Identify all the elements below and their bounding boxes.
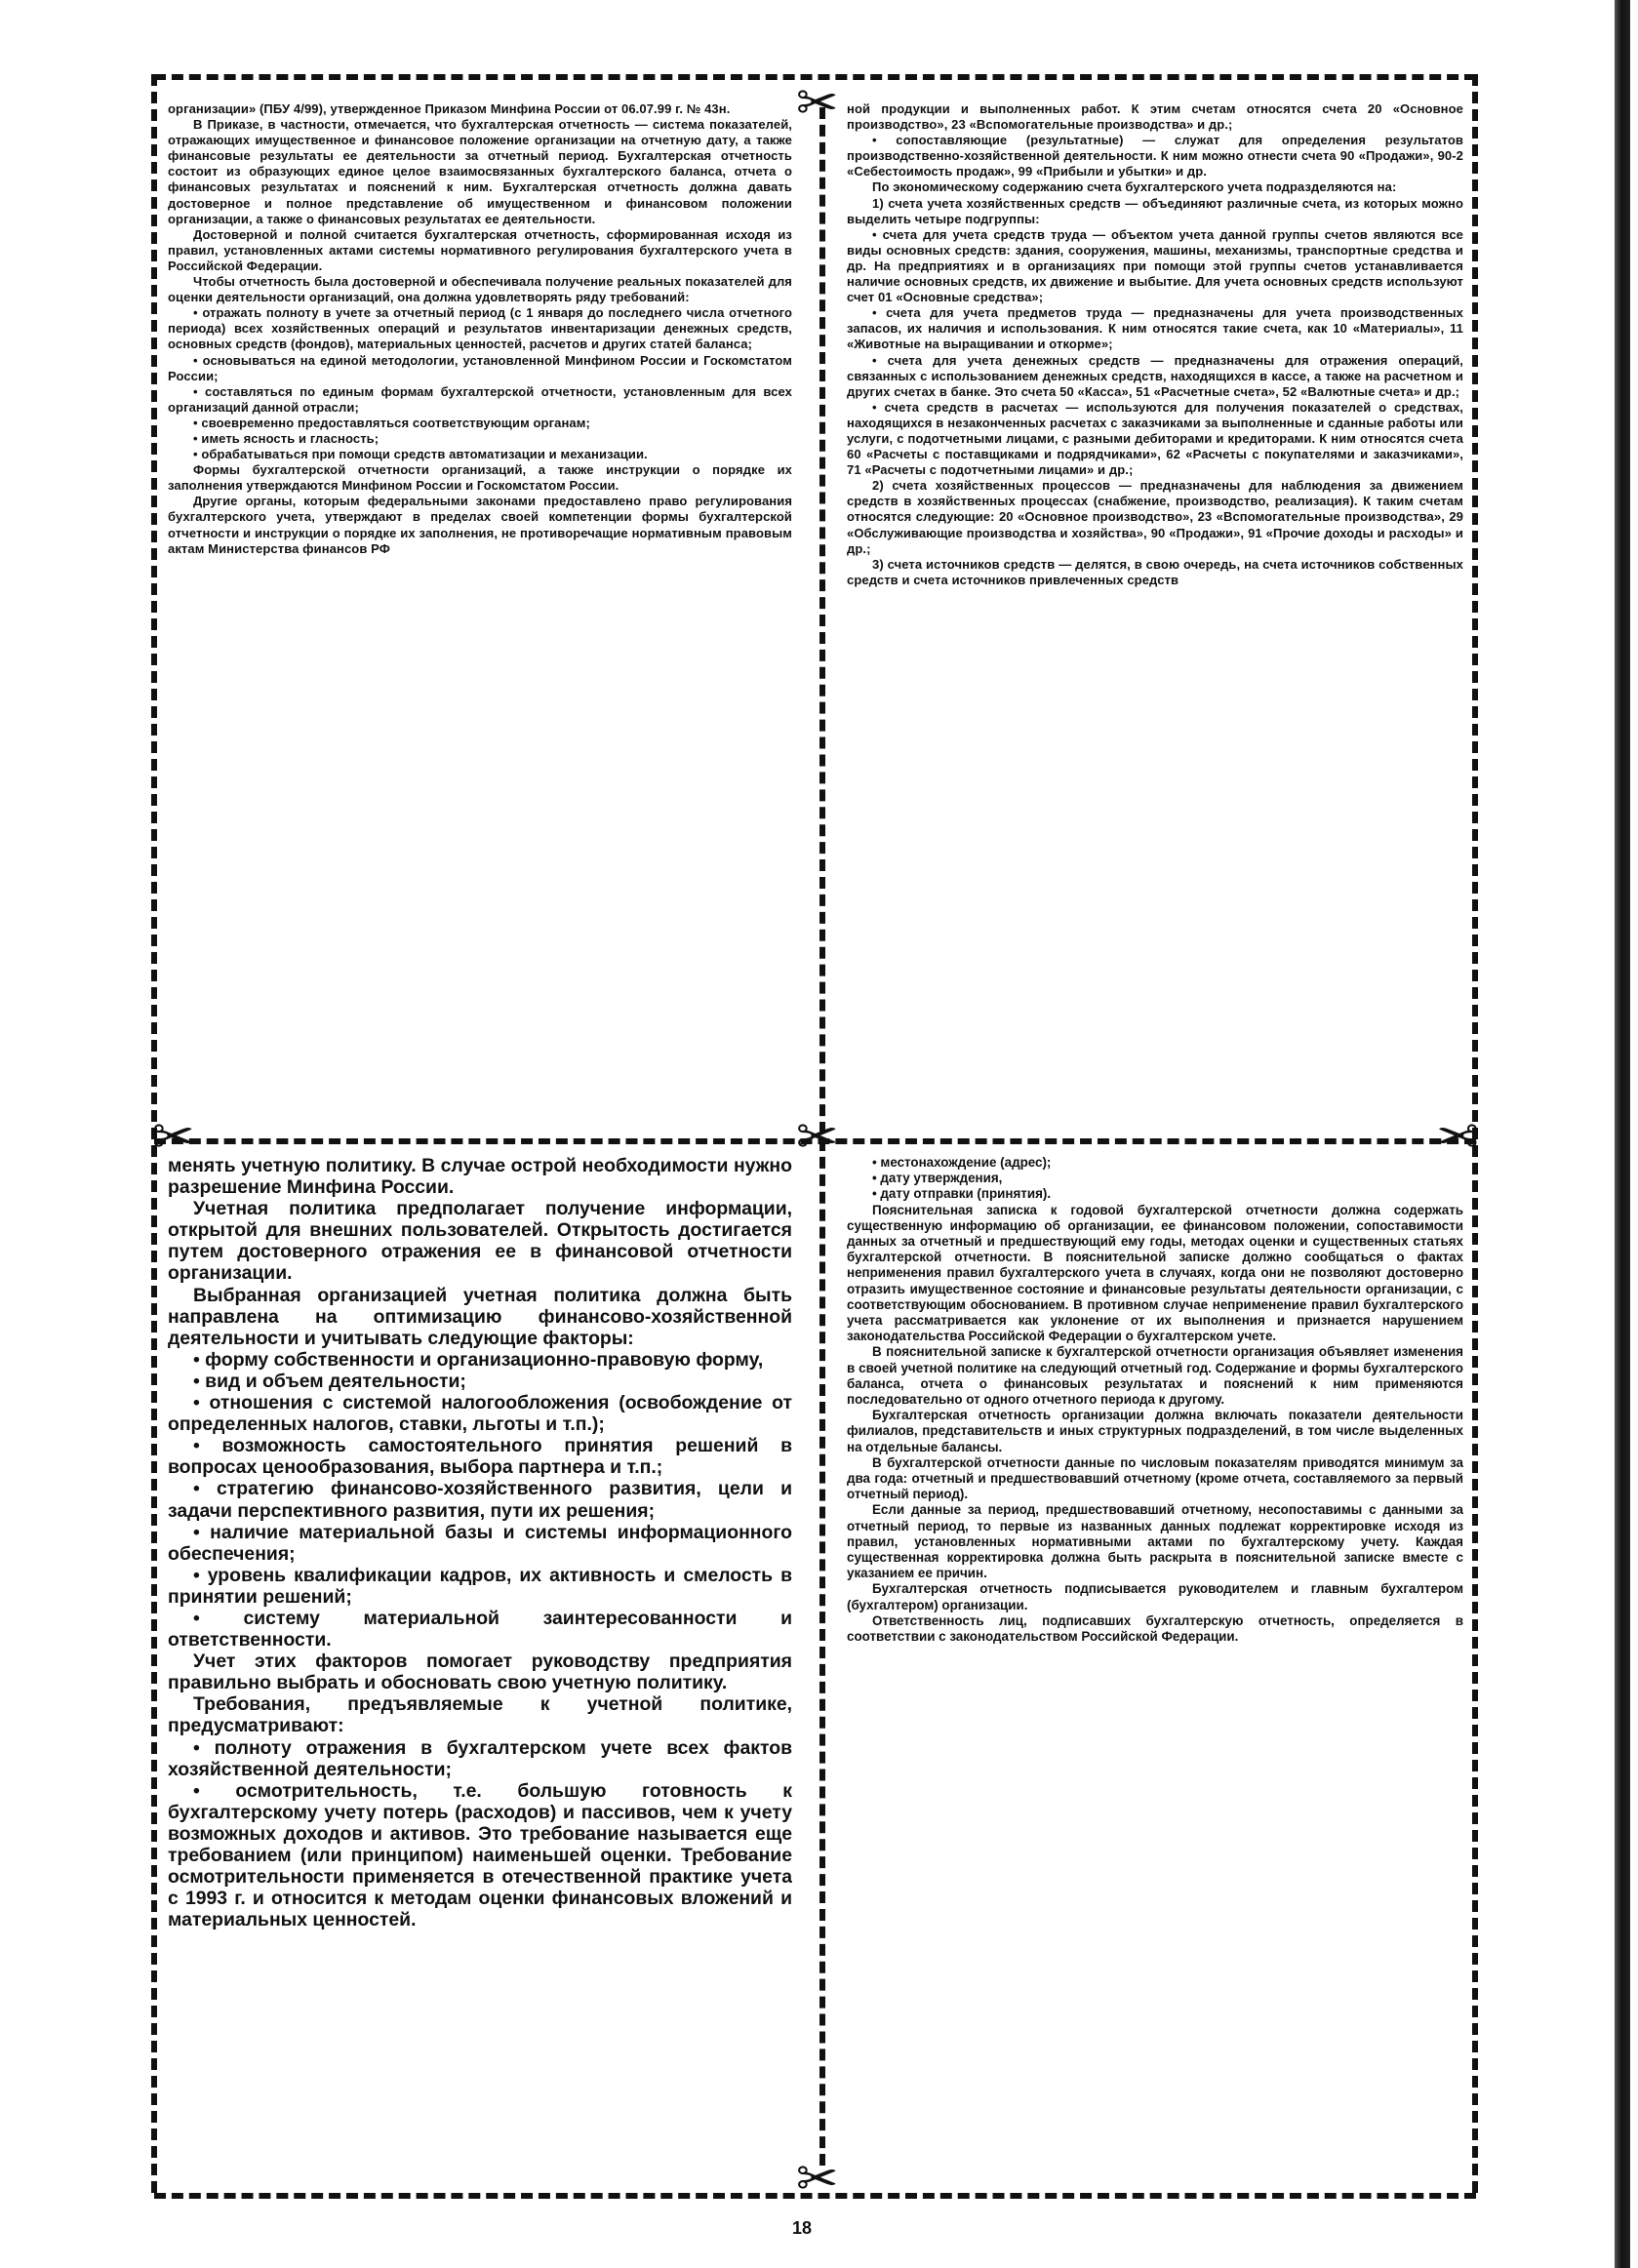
list-item: • составляться по единым формам бухгалтерской отчетности, установленным для всех организаций данной отрасли; <box>168 383 792 415</box>
paragraph: организации» (ПБУ 4/99), утвержденное Приказом Минфина России от 06.07.99 г. № 43н. <box>168 101 731 116</box>
scan-edge <box>1615 0 1630 2268</box>
column-top-right <box>847 101 1463 1106</box>
paragraph: Бухгалтерская отчетность организации должна включать показатели деятельности филиалов, представительств и иных структурных подразделений, в том числе выделенных на отдельные балансы. <box>847 1408 1463 1454</box>
paragraph: ной продукции и выполненных работ. К этим счетам относятся счета 20 «Основное производство», 23 «Вспомогательные производства» и др.; <box>847 101 1463 133</box>
list-item: • обрабатываться при помощи средств автоматизации и механизации. <box>193 447 648 462</box>
list-item: 3) счета источников средств — делятся, в свою очередь, на счета источников собственных средств и счета источников привлеченных средств <box>847 556 1463 587</box>
list-item: • вид и объем деятельности; <box>193 1370 466 1392</box>
list-item: • иметь ясность и гласность; <box>193 430 380 446</box>
column-bottom-right <box>847 1155 1463 2169</box>
scissors-icon: ✂ <box>152 1108 195 1167</box>
list-item: • осмотрительность, т.е. большую готовность к бухгалтерскому учету потерь (расходов) и пассивов, чем к учету возможных доходов и активов. Это требование называется еще требованием (или принципом) наименьшей оценки. Требование осмотрительности применяется в отечественной практике учета с 1993 г. и относится к методам оценки финансовых вложений и материальных ценностей. <box>168 1779 792 1931</box>
list-item: • отношения с системой налогообложения (освобождение от определенных налогов, ставки, льготы и т.п.); <box>168 1392 792 1436</box>
paragraph: По экономическому содержанию счета бухгалтерского учета подразделяются на: <box>872 179 1397 195</box>
paragraph: Пояснительная записка к годовой бухгалтерской отчетности должна содержать существенную информацию об организации, ее финансовом положении, сопоставимости данных за отчетный и предшествующий ему годы, методах оценки и существенных статьях бухгалтерской отчетности. В пояснительной записке должно сообщаться о фактах неприменения правил бухгалтерского учета в случаях, когда они не позволяют достоверно отразить имущественное состояние и финансовые результаты деятельности организации, с соответствующим обоснованием. В противном случае неприменение правил бухгалтерского учета рассматривается как уклонение от их выполнения и признается нарушением законодательства Российской Федерации о бухгалтерском учете. <box>847 1202 1463 1344</box>
list-item: • сопоставляющие (результатные) — служат для определения результатов производственно-хозяйственной деятельности. К ним можно отнести счета 90 «Продажи», 90-2 «Себестоимость продаж», 99 «Прибыли и убытки» и др. <box>847 133 1463 179</box>
list-item: • полноту отражения в бухгалтерском учете всех фактов хозяйственной деятельности; <box>168 1736 792 1780</box>
list-item: • дату утверждения, <box>872 1171 1003 1186</box>
paragraph: Формы бухгалтерской отчетности организаций, а также инструкции о порядке их заполнения утверждаются Минфином России и Госкомстатом России. <box>168 462 792 494</box>
scissors-icon: ✂ <box>1436 1108 1479 1167</box>
paragraph: В Приказе, в частности, отмечается, что бухгалтерская отчетность — система показателей, отражающих имущественное и финансовое положение организации на отчетную дату, а также финансовые результаты ее деятельности за отчетный период. Бухгалтерская отчетность состоит из образующих единое целое взаимосвязанных бухгалтерского баланса, отчета о финансовых результатах и пояснений к ним. Бухгалтерская отчетность должна давать достоверное и полное представление об имущественном и финансовом положении организации, а также о финансовых результатах ее деятельности. <box>168 117 792 226</box>
list-item: 1) счета учета хозяйственных средств — объединяют различные счета, из которых можно выделить четыре подгруппы: <box>847 195 1463 226</box>
paragraph: Чтобы отчетность была достоверной и обеспечивала получение реальных показателей для оценки деятельности организаций, она должна удовлетворять ряду требований: <box>168 274 792 305</box>
paragraph: Учетная политика предполагает получение информации, открытой для внешних пользователей. Открытость достигается путем достоверного отражения ее в финансовой отчетности организации. <box>168 1198 792 1285</box>
list-item: • счета для учета предметов труда — предназначены для учета производственных запасов, их наличия и использования. К ним относятся такие счета, как 10 «Материалы», 11 «Животные на выращивании и откорме»; <box>847 305 1463 352</box>
scissors-icon: ✂ <box>796 74 839 133</box>
list-item: • возможность самостоятельного принятия решений в вопросах ценообразования, выбора партнера и т.п.; <box>168 1435 792 1479</box>
list-item: • отражать полноту в учете за отчетный период (с 1 января до последнего числа отчетного периода) всех хозяйственных операций и результатов инвентаризации денежных средств, основных средств (фондов), материальных ценностей, расчетов и других статей баланса; <box>168 305 792 352</box>
column-top-left <box>168 101 792 1106</box>
list-item: • счета для учета денежных средств — предназначены для отражения операций, связанных с использованием денежных средств, находящихся в кассе, а также на расчетном и других счетах в банке. Это счета 50 «Касса», 51 «Расчетные счета», 52 «Валютные счета» и др.; <box>847 352 1463 399</box>
paragraph: Ответственность лиц, подписавших бухгалтерскую отчетность, определяется в соответствии с законодательством Российской Федерации. <box>847 1612 1463 1645</box>
list-item: • счета средств в расчетах — используются для получения показателей о средствах, находящихся в незаконченных расчетах с заказчиками за выполненные и сданные работы или услуги, с подотчетными лицами, с разными дебиторами и кредиторами. К ним относятся счета 60 «Расчеты с поставщиками и подрядчиками», 62 «Расчеты с покупателями и заказчиками», 71 «Расчеты с подотчетными лицами» и др.; <box>847 399 1463 478</box>
list-item: • дату отправки (принятия). <box>872 1186 1052 1202</box>
scissors-icon: ✂ <box>796 1108 839 1167</box>
paragraph: Если данные за период, предшествовавший отчетному, несопоставимы с данными за отчетный период, то первые из названных данных подлежат корректировке исходя из правил, установленных нормативными актами по бухгалтерскому учету. Каждая существенная корректировка должна быть раскрыта в пояснительной записке вместе с указанием ее причин. <box>847 1502 1463 1581</box>
paragraph: Требования, предъявляемые к учетной политике, предусматривают: <box>168 1693 792 1737</box>
scissors-icon: ✂ <box>796 2150 839 2208</box>
list-item: • счета для учета средств труда — объектом учета данной группы счетов являются все виды основных средств: здания, сооружения, машины, механизмы, транспортные средства и др. На предприятиях и в организациях при помощи этой группы счетов устанавливается наличие основных средств, их движение и выбытие. Для учета основных средств используют счет 01 «Основные средства»; <box>847 226 1463 305</box>
list-item: • местонахождение (адрес); <box>872 1155 1052 1170</box>
column-bottom-left <box>168 1155 792 2169</box>
paragraph: Бухгалтерская отчетность подписывается руководителем и главным бухгалтером (бухгалтером) организации. <box>847 1581 1463 1612</box>
page-number: 18 <box>792 2218 813 2238</box>
paragraph: В пояснительной записке к бухгалтерской отчетности организация объявляет изменения в своей учетной политике на следующий отчетный год. Содержание и формы бухгалтерского баланса, отчета о финансовых результатах и пояснений к ним применяются последовательно от одного отчетного периода к другому. <box>847 1344 1463 1408</box>
list-item: • наличие материальной базы и системы информационного обеспечения; <box>168 1521 792 1565</box>
list-item: • систему материальной заинтересованности и ответственности. <box>168 1607 792 1651</box>
paragraph: Достоверной и полной считается бухгалтерская отчетность, сформированная исходя из правил, установленных актами системы нормативного регулирования бухгалтерского учета в Российской Федерации. <box>168 226 792 273</box>
list-item: • уровень квалификации кадров, их активность и смелость в принятии решений; <box>168 1564 792 1608</box>
list-item: • основываться на единой методологии, установленной Минфином России и Госкомстатом России; <box>168 352 792 383</box>
list-item: • форму собственности и организационно-правовую форму, <box>193 1348 764 1371</box>
paragraph: Выбранная организацией учетная политика должна быть направлена на оптимизацию финансово-хозяйственной деятельности и учитывать следующие факторы: <box>168 1284 792 1349</box>
list-item: • стратегию финансово-хозяйственного развития, цели и задачи перспективного развития, пути их решения; <box>168 1478 792 1522</box>
paragraph: Другие органы, которым федеральными законами предоставлено право регулирования бухгалтерского учета, утверждают в пределах своей компетенции формы бухгалтерской отчетности и инструкции о порядке их заполнения, не противоречащие нормативным правовым актам Министерства финансов РФ <box>168 494 792 556</box>
paragraph: менять учетную политику. В случае острой необходимости нужно разрешение Минфина России. <box>168 1155 792 1199</box>
list-item: • своевременно предоставляться соответствующим органам; <box>193 415 590 430</box>
paragraph: В бухгалтерской отчетности данные по числовым показателям приводятся минимум за два года: отчетный и предшествовавший отчетному (кроме отчета, составляемого за первый отчетный период). <box>847 1454 1463 1502</box>
list-item: 2) счета хозяйственных процессов — предназначены для наблюдения за движением средств в хозяйственных процессах (снабжение, производство, реализация). К таким счетам относятся следующие: 20 «Основное производство», 23 «Вспомогательные производства», 29 «Обслуживающие производства и хозяйства», 90 «Продажи», 91 «Прочие доходы и расходы» и др.; <box>847 478 1463 556</box>
paragraph: Учет этих факторов помогает руководству предприятия правильно выбрать и обосновать свою учетную политику. <box>168 1651 792 1694</box>
